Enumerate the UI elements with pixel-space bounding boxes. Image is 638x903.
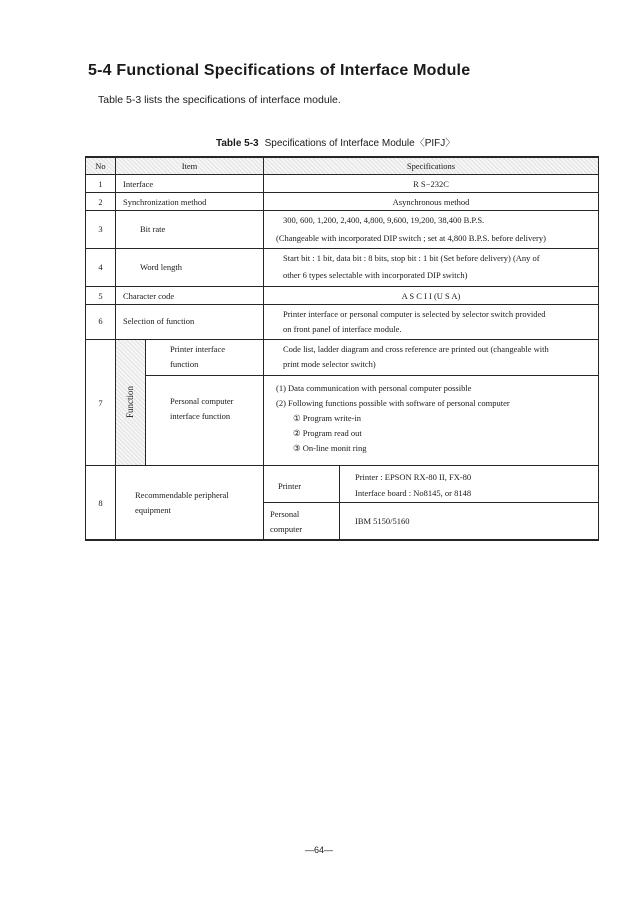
row-spec-line: A S C I I (U S A): [401, 291, 461, 301]
device-spec-line: Printer : EPSON RX-80 II, FX-80: [355, 472, 472, 482]
row-number: 3: [98, 224, 103, 234]
row-item: Interface: [123, 179, 154, 189]
row-spec-line: R S−232C: [413, 179, 449, 189]
device-name-line: Printer: [278, 481, 302, 491]
subrow-spec-line: (1) Data communication with personal computer possible: [276, 383, 472, 393]
row-number: 5: [98, 291, 103, 301]
row-spec-line: 300, 600, 1,200, 2,400, 4,800, 9,600, 19,200, 38,400 B.P.S.: [283, 215, 485, 225]
row-divider: [85, 339, 599, 340]
row-spec-line: Start bit : 1 bit, data bit : 8 bits, stop bit : 1 bit (Set before delivery) (Any of: [283, 253, 540, 263]
row-divider: [85, 465, 599, 466]
row-number: 8: [98, 498, 103, 508]
row-number: 2: [98, 197, 103, 207]
row-spec-line: other 6 types selectable with incorporated DIP switch): [283, 270, 468, 280]
row-divider: [85, 248, 599, 249]
row-item: Synchronization method: [123, 197, 207, 207]
subrow-item-line: Printer interface: [170, 344, 225, 354]
subrow-spec-line: Code list, ladder diagram and cross reference are printed out (changeable with: [283, 344, 549, 354]
page-number: —64—: [304, 845, 333, 855]
device-divider: [263, 502, 599, 503]
subrow-item-line: function: [170, 359, 199, 369]
subrow-spec-line: ③ On-line monit ring: [293, 443, 367, 453]
header-no: No: [95, 161, 106, 171]
subrow-item-line: Personal computer: [170, 396, 234, 406]
subrow-spec-line: print mode selector switch): [283, 359, 376, 369]
subrow-spec-line: ① Program write-in: [293, 413, 362, 423]
table-caption: [216, 134, 455, 149]
section-heading: 5-4 Functional Specifications of Interface Module: [88, 62, 471, 79]
subrow-spec-line: ② Program read out: [293, 428, 362, 438]
subrow-spec-line: (2) Following functions possible with software of personal computer: [276, 398, 510, 408]
device-name-line: computer: [270, 524, 303, 534]
row-item-line: Recommendable peripheral: [135, 490, 229, 500]
no-column-divider: [115, 156, 116, 541]
row-spec-line: on front panel of interface module.: [283, 324, 402, 334]
row-item-line: equipment: [135, 505, 171, 515]
row-item: Selection of function: [123, 316, 195, 326]
row-number: 1: [98, 179, 103, 189]
row-divider: [85, 210, 599, 211]
row-item: Word length: [140, 262, 183, 272]
device-spec-divider: [339, 465, 340, 540]
header-specifications: Specifications: [406, 161, 456, 171]
row-spec-line: Asynchronous method: [392, 197, 470, 207]
row-spec-line: Printer interface or personal computer is selected by selector switch provided: [283, 309, 546, 319]
header-divider: [85, 174, 599, 175]
item-column-divider-row8: [263, 465, 264, 540]
device-name-line: Personal: [270, 509, 300, 519]
device-spec-line: Interface board : No8145, or 8148: [355, 488, 472, 498]
row-item: Bit rate: [140, 224, 166, 234]
row-number: 6: [98, 316, 103, 326]
table-right-border: [598, 156, 599, 541]
row-item: Character code: [123, 291, 175, 301]
row-divider: [85, 192, 599, 193]
row-number: 7: [98, 398, 103, 408]
section-intro: Table 5-3 lists the specifications of interface module.: [98, 94, 341, 106]
row-divider: [85, 286, 599, 287]
table-caption-label: Table 5-3: [216, 138, 259, 149]
row-divider: [85, 304, 599, 305]
group-label-divider: [145, 339, 146, 465]
header-item: Item: [181, 161, 198, 171]
row-spec-line: (Changeable with incorporated DIP switch ; set at 4,800 B.P.S. before delivery): [276, 233, 546, 243]
table-top-border: [85, 156, 599, 158]
subrow-item-line: interface function: [170, 411, 231, 421]
row-number: 4: [98, 262, 103, 272]
table-left-border: [85, 156, 86, 541]
table-caption-title: Specifications of Interface Module〈PIFJ〉: [264, 138, 456, 149]
table-bottom-border: [85, 539, 599, 541]
subrow-divider: [145, 375, 599, 376]
function-group-label: Function: [125, 386, 135, 419]
device-spec-line: IBM 5150/5160: [355, 516, 410, 526]
